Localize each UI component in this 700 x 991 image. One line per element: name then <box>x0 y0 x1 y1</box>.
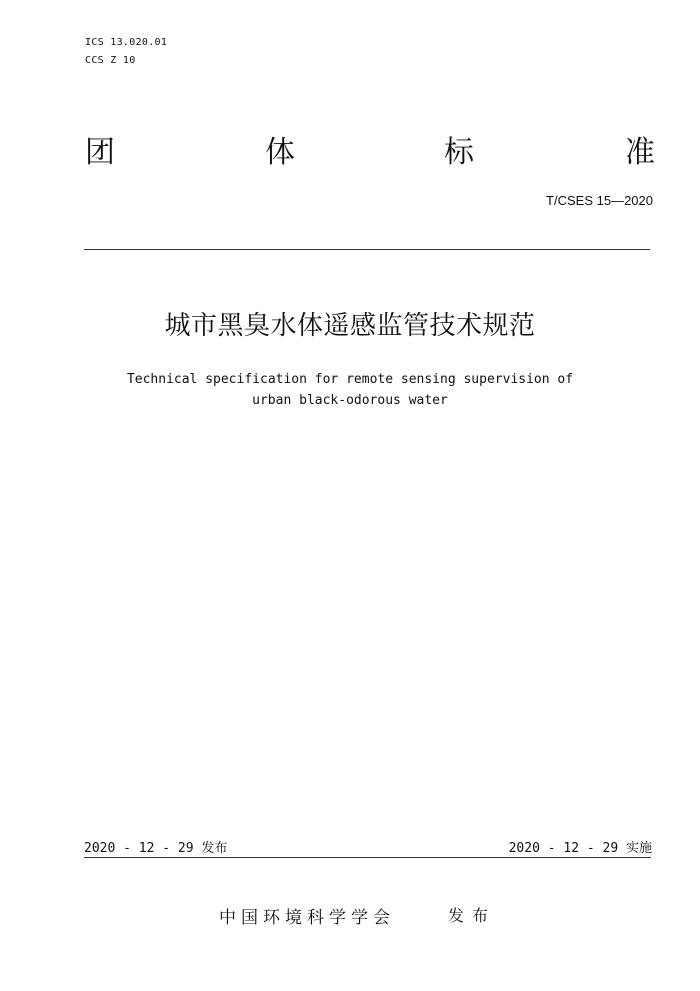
standard-type-char: 体 <box>265 135 295 170</box>
top-divider <box>84 249 650 250</box>
ccs-code: CCS Z 10 <box>85 55 136 66</box>
ics-code: ICS 13.020.01 <box>85 37 168 48</box>
title-english-line: urban black-odorous water <box>252 393 448 408</box>
publish-label: 发布 <box>448 906 497 925</box>
standard-number: T/CSES 15—2020 <box>546 193 653 208</box>
standard-type-char: 准 <box>625 135 655 170</box>
title-chinese: 城市黑臭水体遥感监管技术规范 <box>164 311 536 341</box>
implement-date: 2020 - 12 - 29 实施 <box>508 841 652 856</box>
publish-date: 2020 - 12 - 29 发布 <box>84 841 228 856</box>
title-english <box>0 369 700 411</box>
title-english-line: Technical specification for remote sensing supervision of <box>126 372 574 387</box>
standard-type-char: 团 <box>85 135 115 170</box>
bottom-divider <box>84 857 651 858</box>
standard-type-char: 标 <box>444 135 474 170</box>
publisher-name: 中国环境科学学会 <box>219 908 395 928</box>
